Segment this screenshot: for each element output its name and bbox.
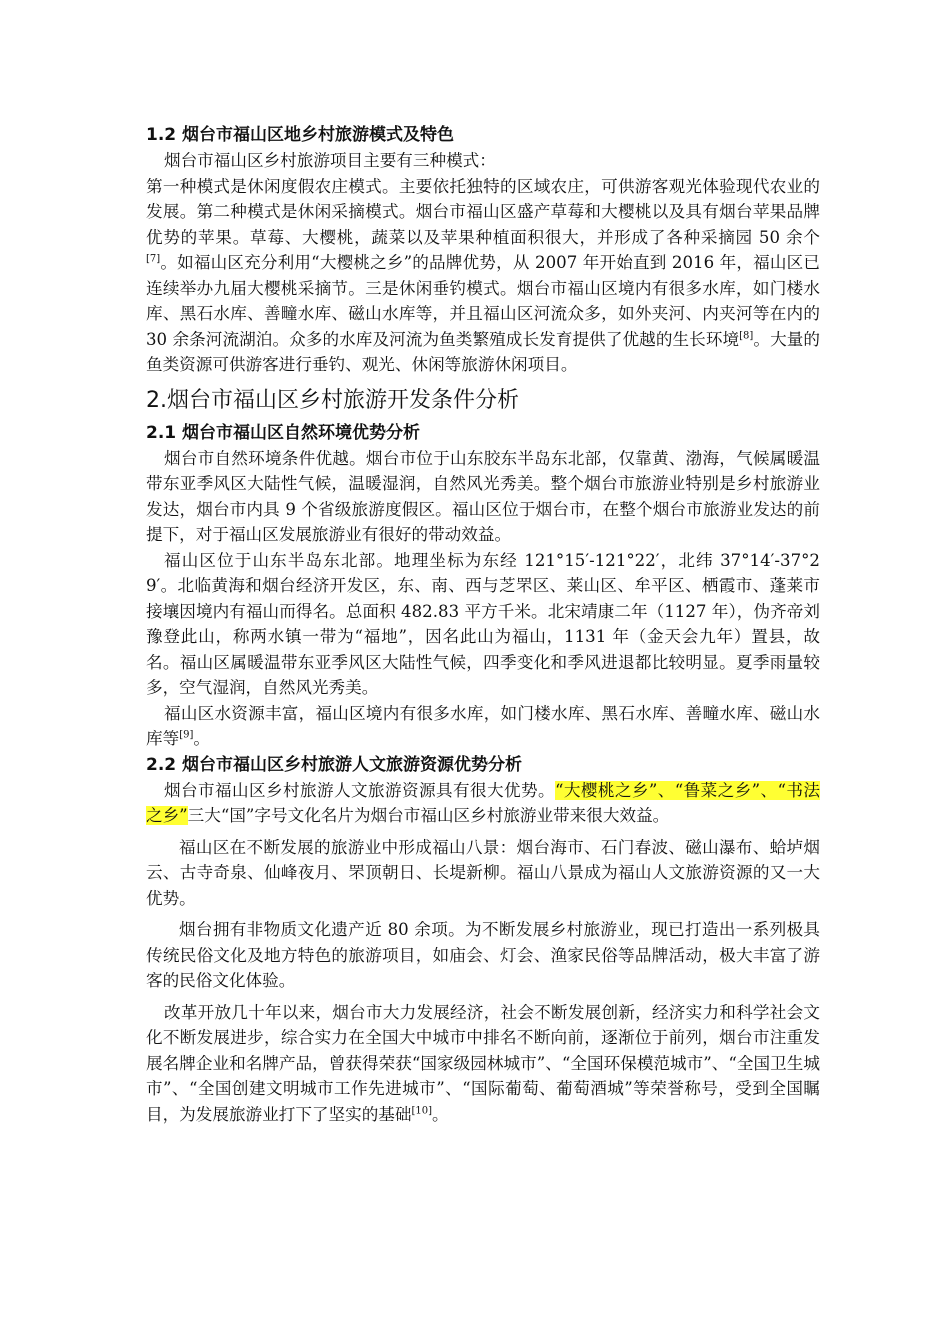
- body-text: 福山区水资源丰富，福山区境内有很多水库，如门楼水库、黑石水库、善疃水库、磁山水库等: [146, 703, 820, 748]
- highlighted-text: “大樱桃之乡”、“鲁菜之乡”、“书法之乡”: [146, 780, 821, 825]
- section-2-1-paragraph-1: 烟台市自然环境条件优越。烟台市位于山东胶东半岛东北部，仅靠黄、渤海，气候属暖温带东亚季风区大陆性气候，温暖湿润，自然风光秀美。整个烟台市旅游业特别是乡村旅游业发达，烟台市内具 9 个省级旅游度假区。福山区位于烟台市，在整个烟台市旅游业发达的前提下，对于福山区发展旅游业有很好的带动效益。: [146, 448, 820, 544]
- section-2-2-paragraph-4: [146, 1000, 820, 1128]
- citation-ref: [9]: [179, 729, 194, 741]
- body-text: 烟台市福山区乡村旅游人文旅游资源具有很大优势。: [164, 780, 555, 800]
- section-1-2-body: [146, 174, 820, 378]
- section-2-2-paragraph-2: 福山区在不断发展的旅游业中形成福山八景：烟台海市、石门春波、磁山瀑布、蛤垆烟云、古寺奇泉、仙峰夜月、罘顶朝日、长堤新柳。福山八景成为福山人文旅游资源的又一大优势。: [146, 837, 820, 908]
- section-2-2-paragraph-3: 烟台拥有非物质文化遗产近 80 余项。为不断发展乡村旅游业，现已打造出一系列极具传统民俗文化及地方特色的旅游项目，如庙会、灯会、渔家民俗等品牌活动，极大丰富了游客的民俗文化体验。: [146, 920, 820, 990]
- body-text: 三大“国”字号文化名片为烟台市福山区乡村旅游业带来很大效益。: [187, 806, 670, 825]
- citation-ref: [7]: [146, 253, 161, 265]
- section-2-1-paragraph-3: [146, 701, 820, 752]
- section-2-heading: 2.烟台市福山区乡村旅游开发条件分析: [146, 387, 519, 413]
- section-2-2-paragraph-1: [146, 778, 820, 829]
- body-text: 。大量的鱼类资源可供游客进行垂钓、观光、休闲等旅游休闲项目。: [146, 329, 820, 374]
- citation-ref: [10]: [411, 1104, 433, 1116]
- section-2-2-heading: 2.2 烟台市福山区乡村旅游人文旅游资源优势分析: [146, 754, 523, 775]
- section-2-1-paragraph-2: 福山区位于山东半岛东北部。地理坐标为东经 121°15′-121°22′，北纬 37°14′-37°29′。北临黄海和烟台经济开发区，东、南、西与芝罘区、莱山区、牟平区、栖霞市、蓬莱市接壤因境内有福山而得名。总面积 482.83 平方千米。北宋靖康二年（1127 年），伪齐帝刘豫登此山，称两水镇一带为“福地”，因名此山为福山，1131 年（金天会九年）置县，故名。福山区属暖温带东亚季风区大陆性气候，四季变化和季风进退都比较明显。夏季雨量较多，空气湿润，自然风光秀美。: [146, 550, 820, 697]
- citation-ref: [8]: [739, 329, 754, 341]
- body-text: 。: [193, 729, 210, 748]
- body-text: 。: [432, 1104, 449, 1124]
- body-text: 第一种模式是休闲度假农庄模式。主要依托独特的区域农庄，可供游客观光体验现代农业的发展。第二种模式是休闲采摘模式。烟台市福山区盛产草莓和大樱桃以及具有烟台苹果品牌优势的苹果。草莓、大樱桃，蔬菜以及苹果种植面积很大，并形成了各种采摘园 50 余个: [146, 176, 820, 247]
- body-text: 。如福山区充分利用“大樱桃之乡”的品牌优势，从 2007 年开始直到 2016 年，福山区已连续举办九届大樱桃采摘节。三是休闲垂钓模式。烟台市福山区境内有很多水库，如门楼水库、黑石水库、善疃水库、磁山水库等，并且福山区河流众多，如外夹河、内夹河等在内的 30 余条河流湖泊。众多的水库及河流为鱼类繁殖成长发育提供了优越的生长环境: [146, 253, 820, 349]
- body-text: 改革开放几十年以来，烟台市大力发展经济，社会不断发展创新，经济实力和科学社会文化不断发展进步，综合实力在全国大中城市中排名不断向前，逐渐位于前列，烟台市注重发展名牌企业和名牌产品，曾获得荣获“国家级园林城市”、“全国环保模范城市”、“全国卫生城市”、“全国创建文明城市工作先进城市”、“国际葡萄、葡萄酒城”等荣誉称号，受到全国瞩目，为发展旅游业打下了坚实的基础: [146, 1002, 820, 1124]
- section-2-1-heading: 2.1 烟台市福山区自然环境优势分析: [146, 422, 421, 443]
- section-1-2-intro: 烟台市福山区乡村旅游项目主要有三种模式：: [164, 151, 496, 170]
- section-1-2-heading: 1.2 烟台市福山区地乡村旅游模式及特色: [146, 125, 455, 145]
